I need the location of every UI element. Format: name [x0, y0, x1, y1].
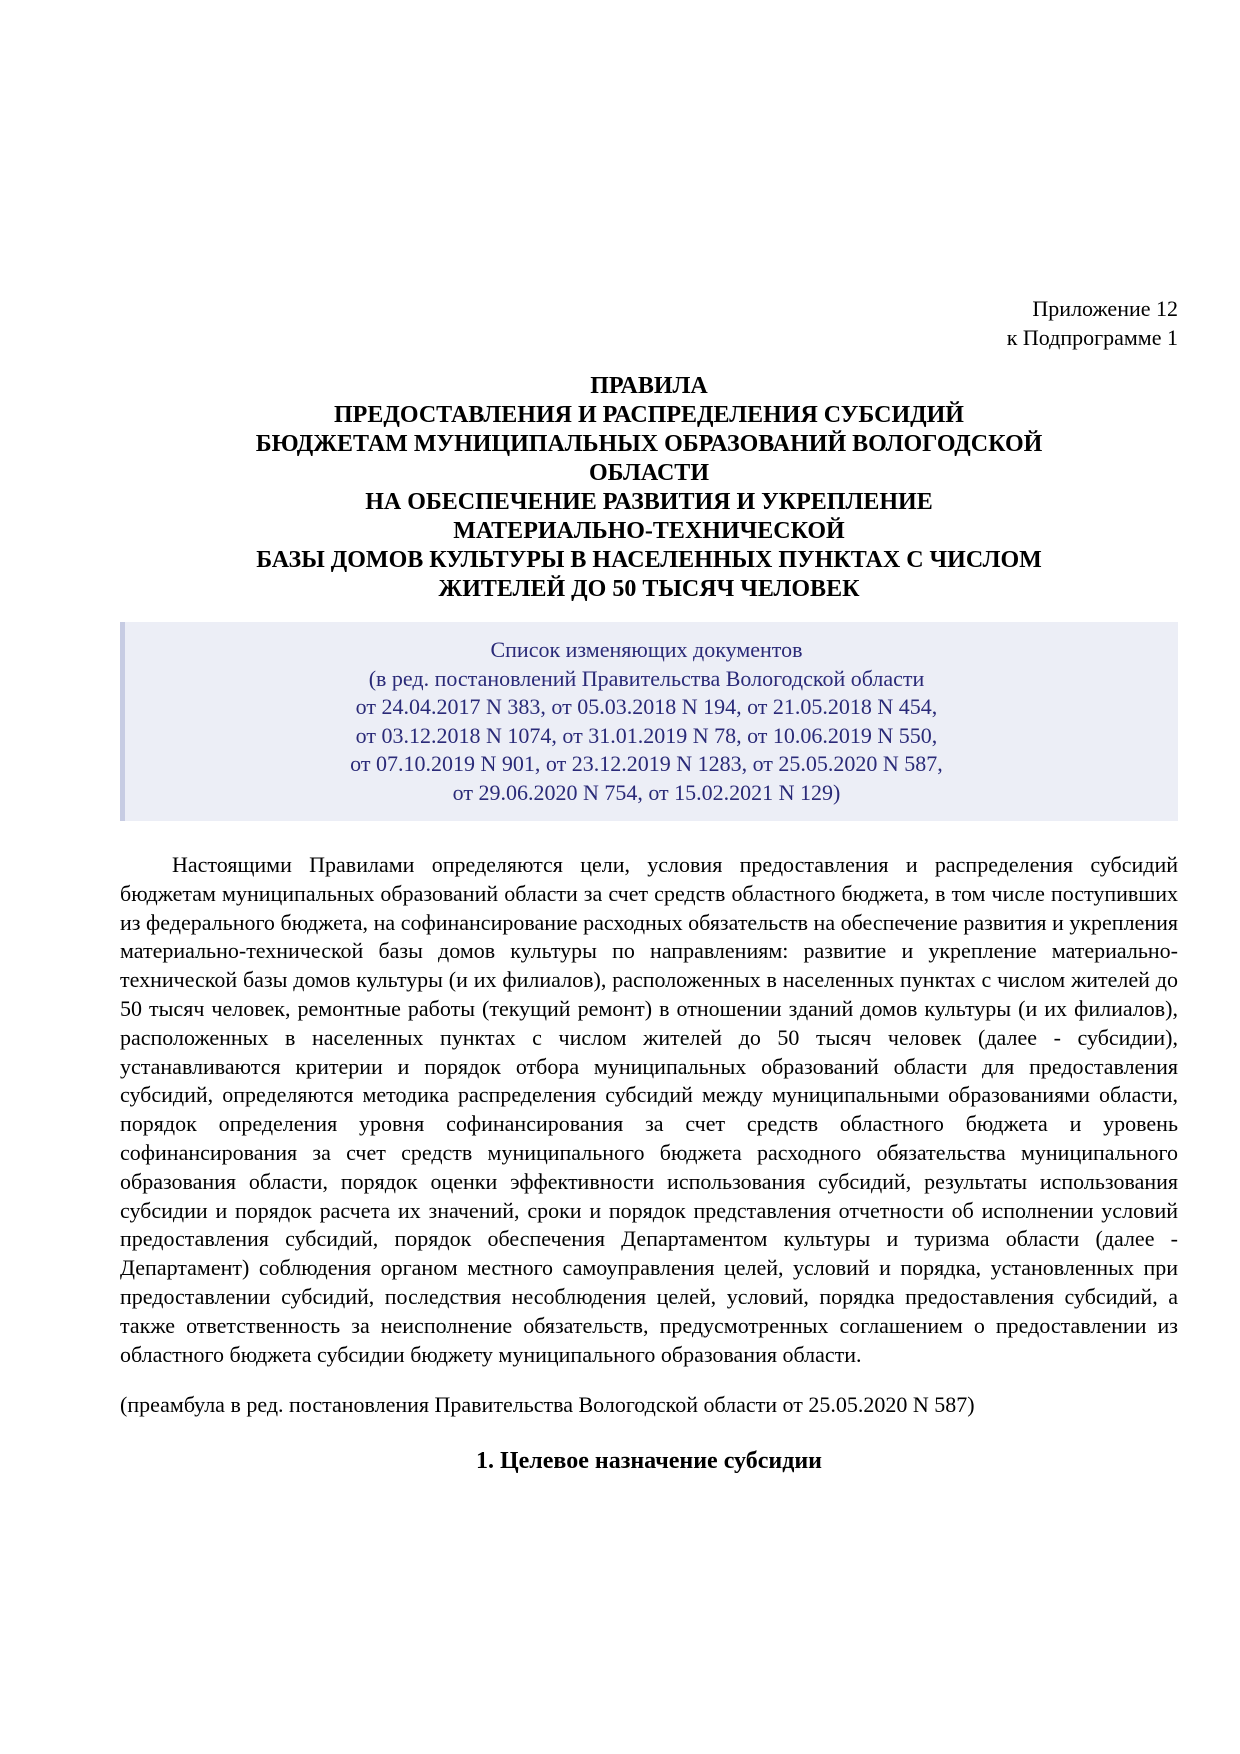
preamble-paragraph: Настоящими Правилами определяются цели, условия предоставления и распределения субсидий бюджетам муниципальных образований области за счет средств областного бюджета, в том числе поступивших из федерального бюджета, на софинансирование расходных обязательств на обеспечение развития и укрепления материально-технической базы домов культуры по направлениям: развитие и укрепление материально-технической базы домов культуры (и их филиалов), расположенных в населенных пунктах с числом жителей до 50 тысяч человек, ремонтные работы (текущий ремонт) в отношении зданий домов культуры (и их филиалов), расположенных в населенных пунктах с числом жителей до 50 тысяч человек (далее - субсидии), устанавливаются критерии и порядок отбора муниципальных образований области для предоставления субсидий, определяются методика распределения субсидий между муниципальными образованиями области, порядок определения уровня софинансирования за счет средств областного бюджета и уровень софинансирования за счет средств муниципального бюджета расходного обязательства муниципального образования области, порядок оценки эффективности использования субсидий, результаты использования субсидии и порядок расчета их значений, сроки и порядок представления отчетности об исполнении условий предоставления субсидий, порядок обеспечения Департаментом культуры и туризма области (далее - Департамент) соблюдения органом местного самоуправления целей, условий и порядка, установленных при предоставлении субсидий, последствия несоблюдения целей, условий, порядка предоставления субсидий, а также ответственность за неисполнение обязательств, предусмотренных соглашением о предоставлении из областного бюджета субсидии бюджету муниципального образования области. — [120, 852, 1178, 1367]
title-line: ПРАВИЛА — [590, 373, 708, 399]
preamble-amendment-note: (преамбула в ред. постановления Правительства Вологодской области от 25.05.2020 N 587) — [120, 1392, 975, 1418]
appendix-subprogram: к Подпрограмме 1 — [1006, 325, 1178, 350]
title-line: НА ОБЕСПЕЧЕНИЕ РАЗВИТИЯ И УКРЕПЛЕНИЕ — [365, 489, 933, 515]
title-line: ПРЕДОСТАВЛЕНИЯ И РАСПРЕДЕЛЕНИЯ СУБСИДИЙ — [334, 402, 964, 428]
amendment-line: (в ред. постановлений Правительства Вологодской области — [368, 665, 925, 691]
amending-documents-heading: Список изменяющих документов — [490, 637, 803, 662]
title-line: ОБЛАСТИ — [589, 460, 709, 486]
amendment-line: от 24.04.2017 N 383, от 05.03.2018 N 194, от 21.05.2018 N 454, — [355, 694, 938, 719]
title-line: БЮДЖЕТАМ МУНИЦИПАЛЬНЫХ ОБРАЗОВАНИЙ ВОЛОГОДСКОЙ — [255, 431, 1043, 457]
amendment-line: от 29.06.2020 N 754, от 15.02.2021 N 129) — [452, 779, 841, 805]
title-line: ЖИТЕЛЕЙ ДО 50 ТЫСЯЧ ЧЕЛОВЕК — [438, 576, 860, 602]
title-line: БАЗЫ ДОМОВ КУЛЬТУРЫ В НАСЕЛЕННЫХ ПУНКТАХ С ЧИСЛОМ — [256, 547, 1042, 573]
amendment-line: от 07.10.2019 N 901, от 23.12.2019 N 1283, от 25.05.2020 N 587, — [350, 751, 943, 776]
amending-documents-box — [120, 622, 1178, 821]
appendix-number: Приложение 12 — [1032, 296, 1178, 321]
title-line: МАТЕРИАЛЬНО-ТЕХНИЧЕСКОЙ — [453, 518, 845, 544]
document-page — [120, 294, 1178, 1476]
appendix-reference — [120, 294, 1178, 352]
amendment-line: от 03.12.2018 N 1074, от 31.01.2019 N 78, от 10.06.2019 N 550, — [355, 722, 938, 748]
document-title — [120, 372, 1178, 604]
section-heading: 1. Целевое назначение субсидии — [475, 1448, 823, 1475]
